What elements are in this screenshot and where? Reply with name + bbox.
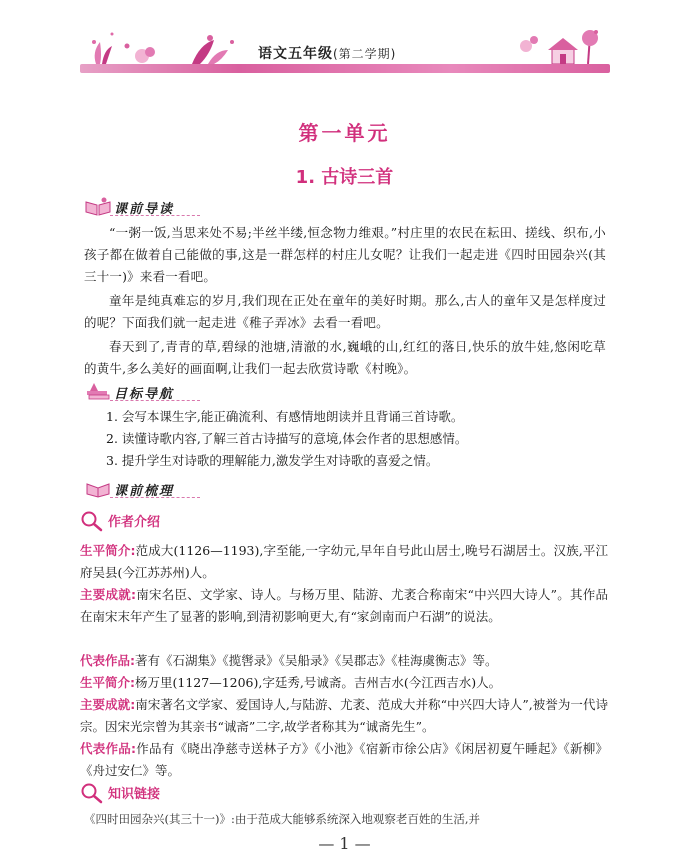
author-heading (80, 510, 220, 532)
goals-list (84, 406, 606, 472)
book-icon (84, 478, 112, 498)
author-entry (80, 584, 608, 628)
lesson-title: 1. 古诗三首 (295, 167, 394, 188)
page-number: — 1 — (318, 834, 371, 853)
header-book-title: 语文五年级 (258, 46, 333, 62)
header-semester: (第二学期) (333, 47, 397, 61)
author-label: 作者介绍 (108, 515, 161, 530)
author-entry (80, 650, 608, 672)
author-entry (80, 694, 608, 738)
magnifier-icon (80, 510, 104, 532)
entry-text: 作品有《晓出净慈寺送林子方》《小池》《宿新市徐公店》《闲居初夏午睡起》《新柳》《舟过安仁》等。 (80, 741, 608, 778)
entry-text: 南宋名臣、文学家、诗人。与杨万里、陆游、尤袤合称南宋“中兴四大诗人”。其作品在南宋末年产生了显著的影响,到清初影响更大,有“家剑南而户石湖”的说法。 (80, 587, 608, 624)
section-guide-rule (110, 215, 200, 217)
entry-key: 代表作品: (80, 741, 136, 756)
entry-text: 杨万里(1127—1206),字廷秀,号诚斋。吉州吉水(今江西吉水)人。 (135, 675, 502, 690)
section-review-label: 课前梳理 (114, 484, 175, 499)
header-bar (80, 64, 610, 73)
section-goals-heading (84, 381, 224, 403)
entry-key: 主要成就: (80, 697, 136, 712)
magnifier-icon (80, 782, 104, 804)
section-guide-heading (84, 196, 224, 218)
author-entry (80, 672, 608, 694)
header-title (258, 43, 396, 63)
author-entry (80, 738, 608, 782)
goal-item: 2. 读懂诗歌内容,了解三首古诗描写的意境,体会作者的思想感情。 (106, 431, 468, 446)
entry-text: 范成大(1126—1193),字至能,一字幼元,早年自号此山居士,晚号石湖居士。汉族,平江府吴县(今江苏苏州)人。 (80, 543, 608, 580)
section-goals-label: 目标导航 (114, 387, 175, 402)
entry-key: 主要成就: (80, 587, 136, 602)
entry-key: 生平简介: (80, 675, 135, 690)
goal-item: 3. 提升学生对诗歌的理解能力,激发学生对诗歌的喜爱之情。 (106, 453, 439, 468)
page-header (80, 28, 610, 74)
guide-paragraph-3: 春天到了,青青的草,碧绿的池塘,清澈的水,巍峨的山,红红的落日,快乐的放牛娃,悠闲吃草的黄牛,多么美好的画面啊,让我们一起去欣赏诗歌《村晚》。 (84, 339, 606, 376)
section-review-heading (84, 478, 224, 500)
goal-item: 1. 会写本课生字,能正确流利、有感情地朗读并且背诵三首诗歌。 (106, 409, 464, 424)
knowledge-heading (80, 782, 220, 804)
section-review-rule (110, 497, 200, 499)
entry-key: 代表作品: (80, 653, 135, 668)
unit-title: 第一单元 (298, 121, 391, 145)
knowledge-text: 《四时田园杂兴(其三十一)》:由于范成大能够系统深入地观察老百姓的生活,并 (84, 812, 480, 826)
section-guide-label: 课前导读 (114, 202, 175, 217)
books-icon (84, 381, 112, 401)
entry-text: 南宋著名文学家、爱国诗人,与陆游、尤袤、范成大并称“中兴四大诗人”,被誉为一代诗宗。因宋光宗曾为其亲书“诚斋”二字,故学者称其为“诚斋先生”。 (80, 697, 609, 734)
entry-key: 生平简介: (80, 543, 136, 558)
section-goals-rule (110, 400, 200, 402)
knowledge-label: 知识链接 (108, 787, 161, 802)
open-book-icon (84, 196, 112, 216)
guide-paragraph-2: 童年是纯真难忘的岁月,我们现在正处在童年的美好时期。那么,古人的童年又是怎样度过的呢？下面我们就一起走进《稚子弄冰》去看一看吧。 (84, 293, 606, 330)
entry-text: 著有《石湖集》《揽辔录》《吴船录》《吴郡志》《桂海虞衡志》等。 (135, 653, 498, 668)
author-entry (80, 540, 608, 584)
guide-paragraph-1: “一粥一饭,当思来处不易;半丝半缕,恒念物力维艰。”村庄里的农民在耘田、搓线、织布,小孩子都在做着自己能做的事,这是一群怎样的村庄儿女呢？让我们一起走进《四时田园杂兴(其三十一)》来看一看吧。 (84, 225, 606, 284)
